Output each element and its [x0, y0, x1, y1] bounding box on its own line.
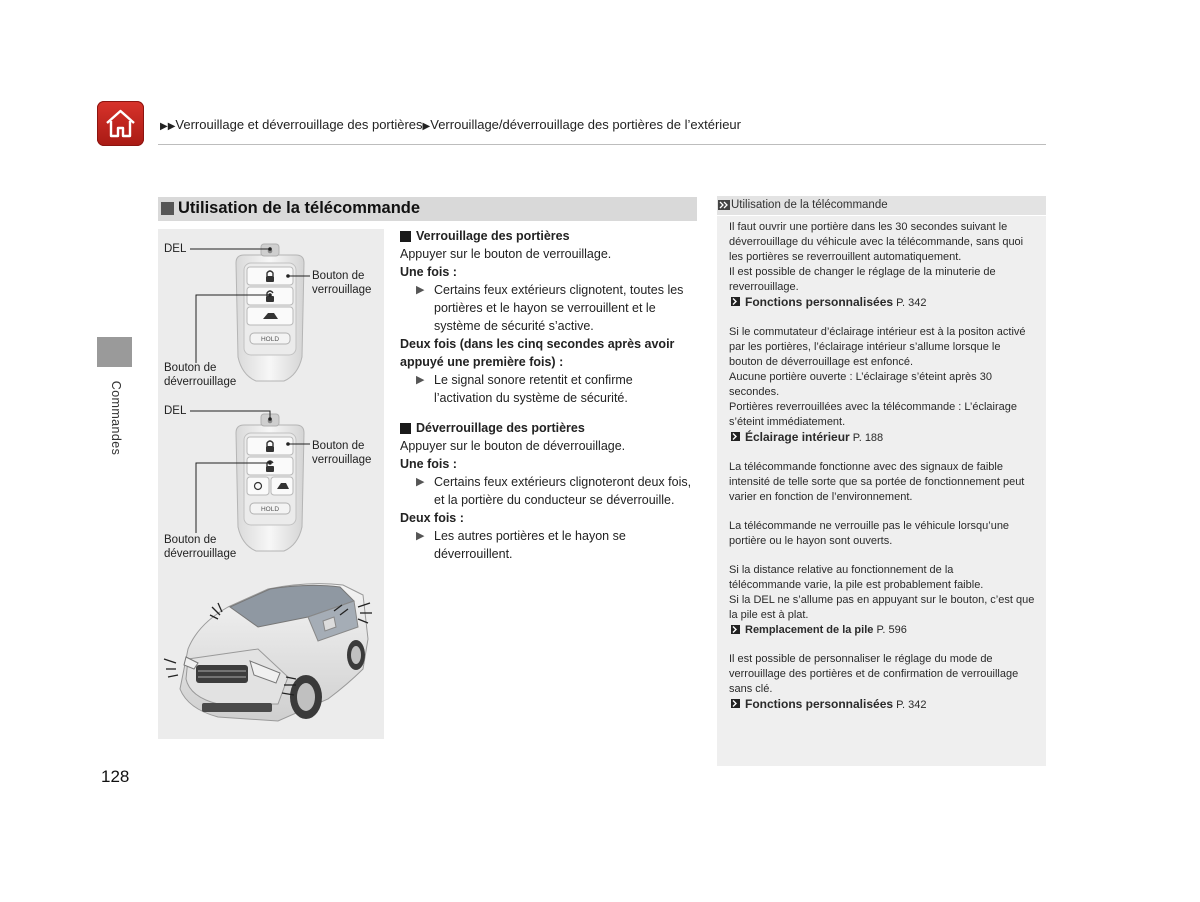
note-line: Il est possible de changer le réglage de la minuterie de	[729, 266, 996, 278]
unlock-button-callout-top	[164, 362, 236, 389]
home-icon	[103, 107, 138, 140]
note-line: portière ou le hayon sont ouverts.	[729, 535, 893, 547]
breadcrumb-arrow-icon: ▶	[422, 121, 431, 132]
note-line: Si la distance relative au fonctionnement de la	[729, 564, 954, 576]
bullet-line: déverrouillent.	[434, 547, 513, 561]
note-line: par les portières, l’éclairage intérieur s’allume lorsque le	[729, 341, 1001, 353]
subheading-square-icon	[400, 423, 411, 434]
label-line: Deux fois (dans les cinq secondes après avoir	[400, 337, 675, 351]
bullet-arrow-icon: ▶	[416, 476, 425, 488]
callout-line: Bouton de	[312, 270, 365, 282]
note-line: Il faut ouvrir une portière dans les 30 secondes suivant le	[729, 221, 1008, 233]
unlock-twice-bullet	[400, 527, 700, 563]
note-link-icon	[718, 200, 730, 210]
unlock-subheading	[400, 419, 700, 437]
note-line: Aucune portière ouverte : L’éclairage s’éteint après 30	[729, 371, 992, 383]
note-line: déverrouillage du véhicule avec la télécommande, sans quoi	[729, 236, 1024, 248]
notes-sidebar	[717, 196, 1046, 766]
reference-page[interactable]: P. 188	[852, 432, 884, 444]
note-paragraph	[729, 220, 1039, 295]
reference-arrow-icon	[731, 699, 740, 708]
note-line: Si le commutateur d’éclairage intérieur est à la positon activé	[729, 326, 1026, 338]
note-line: verrouillage des portières et de confirmation de verrouillage	[729, 668, 1019, 680]
note-line: La télécommande ne verrouille pas le véhicule lorsqu’une	[729, 520, 1010, 532]
note-paragraph	[729, 652, 1039, 697]
bullet-line: Le signal sonore retentit et confirme	[434, 373, 633, 387]
subheading-square-icon	[400, 231, 411, 242]
breadcrumb	[160, 117, 741, 132]
bullet-line: système de sécurité s’active.	[434, 319, 594, 333]
lock-once-bullet	[400, 281, 700, 335]
home-button[interactable]	[97, 101, 144, 146]
led-callout-bottom: DEL	[164, 405, 187, 417]
note-line: télécommande varie, la pile est probablement faible.	[729, 579, 984, 591]
reference-title[interactable]: Éclairage intérieur	[745, 430, 850, 444]
illustration-panel	[158, 229, 384, 739]
reference-arrow-icon	[731, 625, 740, 634]
bullet-arrow-icon: ▶	[416, 530, 425, 542]
illustration-drawing	[158, 229, 384, 739]
notes-header	[717, 196, 1046, 216]
reference-page[interactable]: P. 596	[876, 624, 907, 636]
lock-intro: Appuyer sur le bouton de verrouillage.	[400, 247, 612, 261]
note-line: Il est possible de personnaliser le réglage du mode de	[729, 653, 993, 665]
lock-twice-bullet	[400, 371, 700, 407]
hold-label: HOLD	[260, 336, 280, 343]
reference-arrow-icon	[731, 297, 740, 306]
chapter-tab-label: Commandes	[109, 380, 123, 456]
bullet-line: l’activation du système de sécurité.	[434, 391, 628, 405]
bullet-arrow-icon: ▶	[416, 284, 425, 296]
note-line: Si la DEL ne s’allume pas en appuyant sur le bouton, c’est que	[729, 594, 1035, 606]
unlock-intro: Appuyer sur le bouton de déverrouillage.	[400, 439, 626, 453]
note-line: sans clé.	[729, 683, 773, 695]
reference-arrow-icon	[731, 432, 740, 441]
notes-title: Utilisation de la télécommande	[731, 199, 888, 211]
note-line: intensité de telle sorte que sa portée de fonctionnement peut	[729, 476, 1025, 488]
bullet-arrow-icon: ▶	[416, 374, 425, 386]
label-line: appuyé une première fois) :	[400, 355, 564, 369]
bullet-line: Certains feux extérieurs clignoteront deux fois,	[434, 475, 692, 489]
note-line: reverrouillage.	[729, 281, 799, 293]
cross-reference-link[interactable]	[729, 697, 1039, 713]
reference-title[interactable]: Fonctions personnalisées	[745, 697, 894, 711]
reference-title[interactable]: Fonctions personnalisées	[745, 295, 894, 309]
note-line: Portières reverrouillées avec la télécommande : L’éclairage	[729, 401, 1017, 413]
callout-line: déverrouillage	[164, 547, 237, 560]
bullet-line: et la portière du conducteur se déverrouille.	[434, 493, 675, 507]
lock-button-callout-top	[312, 270, 371, 297]
note-paragraph	[729, 563, 1039, 623]
section-title: Utilisation de la télécommande	[178, 199, 421, 217]
callout-line: Bouton de	[164, 534, 217, 546]
note-line: bouton de déverrouillage est enfoncé.	[729, 356, 914, 368]
cross-reference-link[interactable]	[729, 623, 1039, 638]
reference-page[interactable]: P. 342	[896, 699, 927, 711]
note-line: varier en fonction de l’environnement.	[729, 491, 913, 503]
breadcrumb-link-1[interactable]: Verrouillage et déverrouillage des portières	[175, 117, 423, 132]
note-line: les portières se reverrouillent automatiquement.	[729, 251, 962, 263]
led-callout-top: DEL	[164, 243, 187, 255]
reference-page[interactable]: P. 342	[896, 297, 927, 309]
main-text-column	[400, 227, 700, 563]
breadcrumb-arrow-icon: ▶▶	[160, 121, 176, 132]
section-square-icon	[161, 202, 174, 215]
note-line: la pile est à plat.	[729, 609, 809, 621]
reference-title[interactable]: Remplacement de la pile	[745, 624, 874, 636]
unlock-subheading-text: Déverrouillage des portières	[416, 421, 585, 435]
bullet-line: Les autres portières et le hayon se	[434, 529, 626, 543]
remote-fob-top	[190, 244, 310, 381]
lock-twice-label	[400, 335, 700, 371]
note-line: La télécommande fonctionne avec des signaux de faible	[729, 461, 1003, 473]
note-line: s’éteint immédiatement.	[729, 416, 846, 428]
callout-line: verrouillage	[312, 283, 372, 296]
callout-line: déverrouillage	[164, 375, 237, 388]
page-number: 128	[101, 767, 130, 786]
remote-fob-bottom	[190, 411, 310, 551]
lock-once-label: Une fois :	[400, 265, 457, 279]
note-paragraph	[729, 519, 1039, 549]
suv-illustration	[164, 584, 372, 721]
cross-reference-link[interactable]	[729, 295, 1039, 311]
note-paragraph	[729, 325, 1039, 430]
unlock-twice-label: Deux fois :	[400, 511, 464, 525]
note-line: secondes.	[729, 386, 780, 398]
unlock-button-callout-bottom	[164, 534, 236, 561]
lock-subheading	[400, 227, 700, 245]
callout-line: Bouton de	[164, 362, 217, 374]
lock-subheading-text: Verrouillage des portières	[416, 229, 570, 243]
note-paragraph	[729, 460, 1039, 505]
cross-reference-link[interactable]	[729, 430, 1039, 446]
breadcrumb-link-2[interactable]: Verrouillage/déverrouillage des portières de l’extérieur	[430, 117, 741, 132]
unlock-once-bullet	[400, 473, 700, 509]
unlock-once-label: Une fois :	[400, 457, 457, 471]
notes-body	[729, 220, 1039, 713]
hold-label: HOLD	[260, 506, 280, 513]
callout-line: verrouillage	[312, 453, 372, 466]
callout-line: Bouton de	[312, 440, 365, 452]
header-divider	[158, 144, 1046, 145]
bullet-line: Certains feux extérieurs clignotent, toutes les	[434, 283, 684, 297]
bullet-line: portières et le hayon se verrouillent et le	[434, 301, 656, 315]
section-header	[158, 197, 697, 221]
lock-button-callout-bottom	[312, 440, 371, 467]
